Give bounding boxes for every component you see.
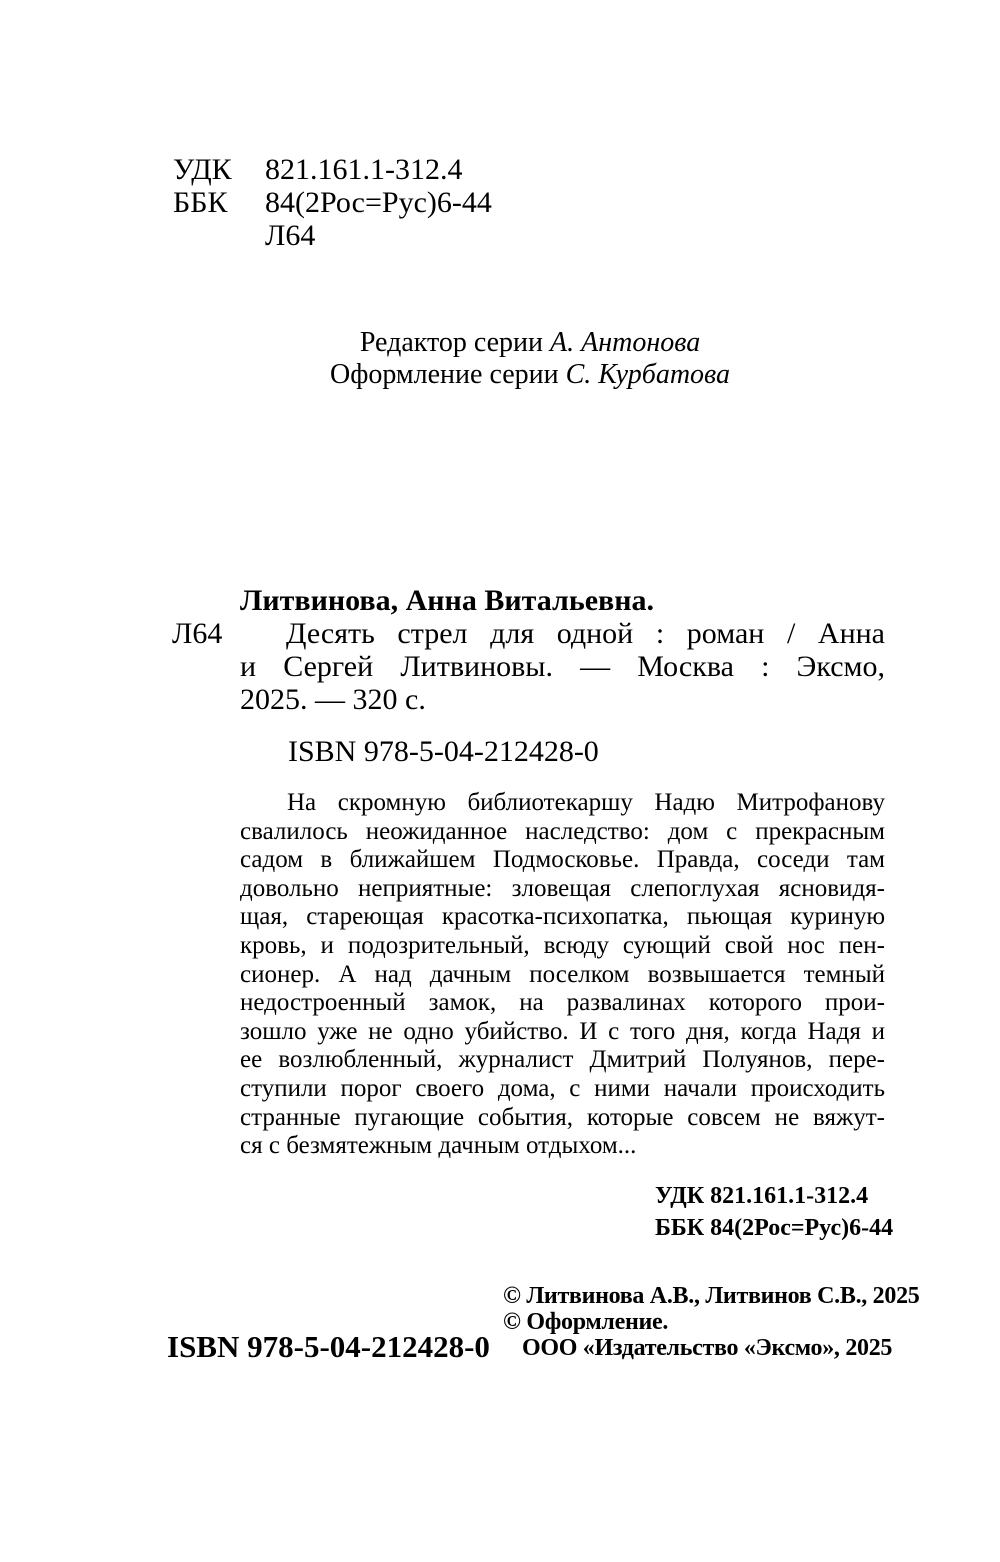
top-classification-block <box>173 153 492 252</box>
copyright-line: © Литвинова А.В., Литвинов С.В., 2025 <box>503 1283 920 1309</box>
bottom-classification-block <box>655 1180 893 1244</box>
annotation-line: ступили порог своего дома, с ними начали происходить <box>240 1074 885 1102</box>
series-credits <box>175 327 885 391</box>
copyright-line: © Оформление. <box>503 1309 669 1335</box>
annotation-line: На скромную библиотекаршу Надю Митрофанову <box>287 789 885 816</box>
series-design-prefix: Оформление серии <box>329 359 559 390</box>
classification-line: ББК 84(2Рос=Рус)6-44 <box>655 1215 894 1241</box>
bbk-row <box>173 186 492 219</box>
annotation-line: свалилось неожиданное наследство: дом с прекрасным <box>240 817 885 845</box>
copyright-line: ООО «Издательство «Эксмо», 2025 <box>522 1335 893 1361</box>
copyright-block <box>503 1283 919 1361</box>
catalog-card <box>172 584 885 716</box>
annotation-line: недостроенный замок, на развалинах которого прои- <box>240 989 885 1017</box>
catalog-card-line: 2025. — 320 с. <box>240 683 426 716</box>
annotation-line: кровь, и подозрительный, всюду сующий свой нос пен- <box>240 931 885 959</box>
annotation-line: довольно неприятные: зловещая слепоглухая ясновидя- <box>240 874 885 902</box>
bbk-label: ББК <box>173 186 228 219</box>
udk-label: УДК <box>173 153 232 186</box>
catalog-card-line: и Сергей Литвиновы. — Москва : Эксмо, <box>240 650 885 683</box>
annotation-line: сионер. А над дачным поселком возвышается темный <box>240 960 885 988</box>
author-code: Л64 <box>265 219 316 252</box>
catalog-card-code: Л64 <box>172 617 223 650</box>
annotation-line: садом в ближайшем Подмосковье. Правда, соседи там <box>240 846 885 874</box>
udk-value: 821.161.1-312.4 <box>265 153 463 186</box>
author-code-row <box>173 219 492 252</box>
annotation-line: зошло уже не одно убийство. И с того дня, когда Надя и <box>240 1017 885 1045</box>
series-editor-name: А. Антонова <box>550 327 701 358</box>
udk-row <box>173 153 492 186</box>
series-design-name: С. Курбатова <box>565 359 730 390</box>
catalog-card-description <box>240 617 885 716</box>
annotation-line: странные пугающие события, которые совсем не вяжут- <box>240 1103 885 1131</box>
annotation-paragraph <box>240 789 885 1161</box>
series-editor-prefix: Редактор серии <box>359 327 544 358</box>
bbk-value: 84(2Рос=Рус)6-44 <box>265 186 492 219</box>
annotation-line: ее возлюбленный, журналист Дмитрий Полуянов, пере- <box>240 1046 885 1074</box>
series-design-line <box>175 359 885 391</box>
catalog-card-line: Десять стрел для одной : роман / Анна <box>286 617 885 650</box>
annotation-line: ся с безмятежным дачным отдыхом... <box>240 1132 637 1160</box>
isbn-card: ISBN 978-5-04-212428-0 <box>288 735 599 768</box>
catalog-card-author: Литвинова, Анна Витальевна. <box>240 584 654 617</box>
isbn-bottom: ISBN 978-5-04-212428-0 <box>167 1329 490 1364</box>
classification-line: УДК 821.161.1-312.4 <box>655 1183 869 1209</box>
series-editor-line <box>175 327 885 359</box>
annotation-line: щая, стареющая красотка-психопатка, пьющая куриную <box>240 903 885 931</box>
